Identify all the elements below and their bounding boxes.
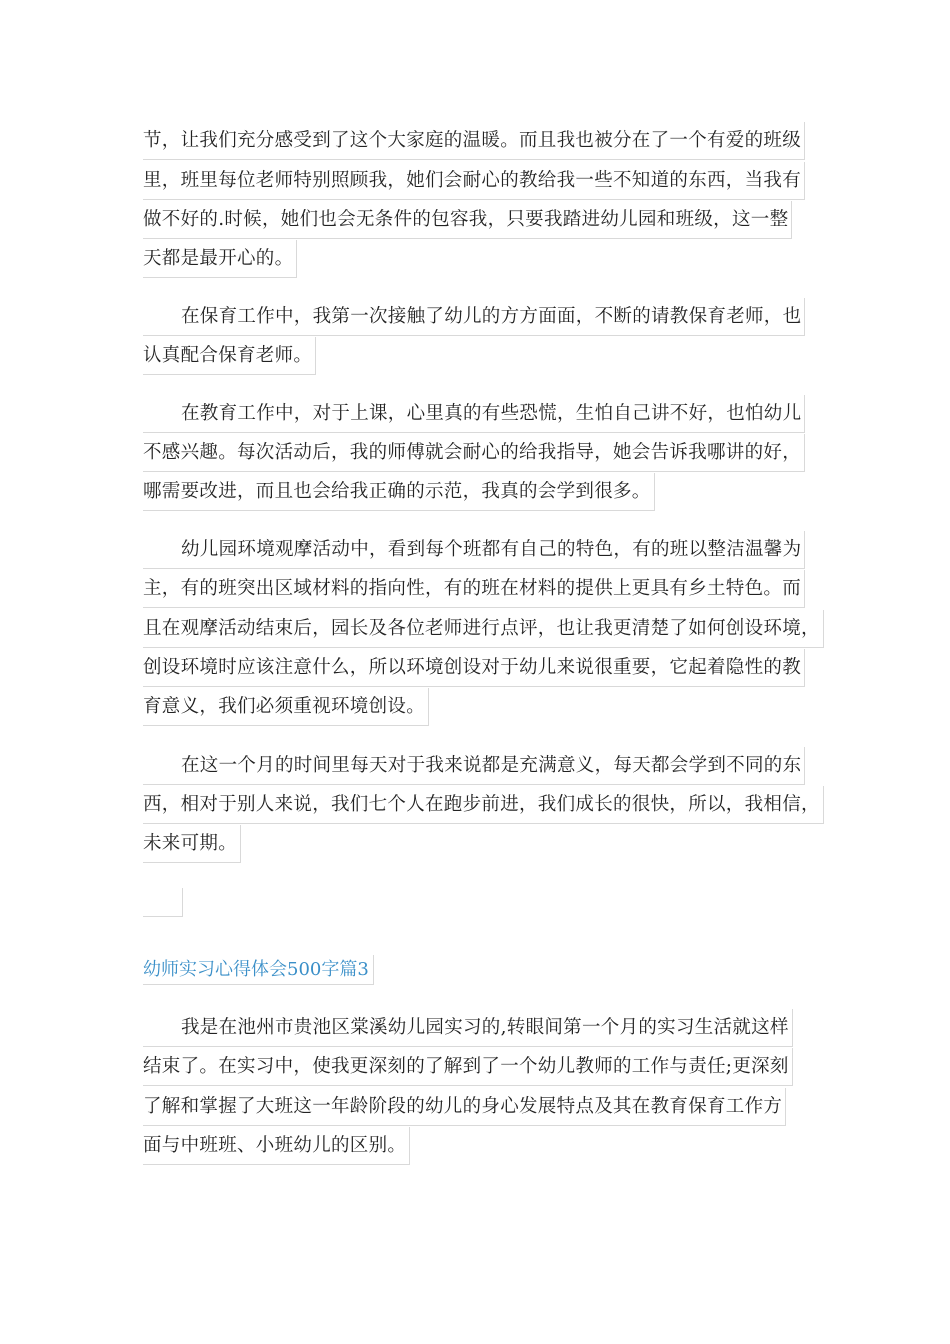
paragraph-1-line-2: 里，班里每位老师特别照顾我，她们会耐心的教给我一些不知道的东西，当我有 [143,162,805,200]
paragraph-4-line-2: 主，有的班突出区域材料的指向性，有的班在材料的提供上更具有乡土特色。而 [143,570,805,608]
empty-paragraph-box [143,888,183,917]
paragraph-5-line-3: 未来可期。 [143,825,241,863]
paragraph-4-line-1: 幼儿园环境观摩活动中，看到每个班都有自己的特色，有的班以整洁温馨为 [143,531,805,569]
final-paragraph-line-2: 结束了。在实习中，使我更深刻的了解到了一个幼儿教师的工作与责任;更深刻 [143,1048,793,1086]
paragraph-5-line-2: 西，相对于别人来说，我们七个人在跑步前进，我们成长的很快，所以，我相信， [143,786,824,824]
paragraph-4-line-3: 且在观摩活动结束后，园长及各位老师进行点评，也让我更清楚了如何创设环境， [143,610,824,648]
paragraph-3-line-2: 不感兴趣。每次活动后，我的师傅就会耐心的给我指导，她会告诉我哪讲的好， [143,434,805,472]
paragraph-2-line-1: 在保育工作中，我第一次接触了幼儿的方方面面，不断的请教保育老师，也 [143,298,805,336]
final-paragraph-line-1: 我是在池州市贵池区棠溪幼儿园实习的,转眼间第一个月的实习生活就这样 [143,1009,793,1047]
paragraph-3-line-1: 在教育工作中，对于上课，心里真的有些恐慌，生怕自己讲不好，也怕幼儿 [143,395,805,433]
paragraph-3-line-3: 哪需要改进，而且也会给我正确的示范，我真的会学到很多。 [143,473,655,511]
paragraph-1-line-4: 天都是最开心的。 [143,240,297,278]
paragraph-5-line-1: 在这一个月的时间里每天对于我来说都是充满意义，每天都会学到不同的东 [143,747,805,785]
final-paragraph-line-3: 了解和掌握了大班这一年龄阶段的幼儿的身心发展特点及其在教育保育工作方 [143,1088,786,1126]
section-heading: 幼师实习心得体会500字篇3 [143,955,374,985]
paragraph-4-line-5: 育意义，我们必须重视环境创设。 [143,688,429,726]
paragraph-1-line-3: 做不好的.时候，她们也会无条件的包容我，只要我踏进幼儿园和班级，这一整 [143,201,792,239]
paragraph-1-line-1: 节，让我们充分感受到了这个大家庭的温暖。而且我也被分在了一个有爱的班级 [143,122,805,160]
final-paragraph-line-4: 面与中班班、小班幼儿的区别。 [143,1127,410,1165]
paragraph-2-line-2: 认真配合保育老师。 [143,337,316,375]
paragraph-4-line-4: 创设环境时应该注意什么，所以环境创设对于幼儿来说很重要，它起着隐性的教 [143,649,805,687]
